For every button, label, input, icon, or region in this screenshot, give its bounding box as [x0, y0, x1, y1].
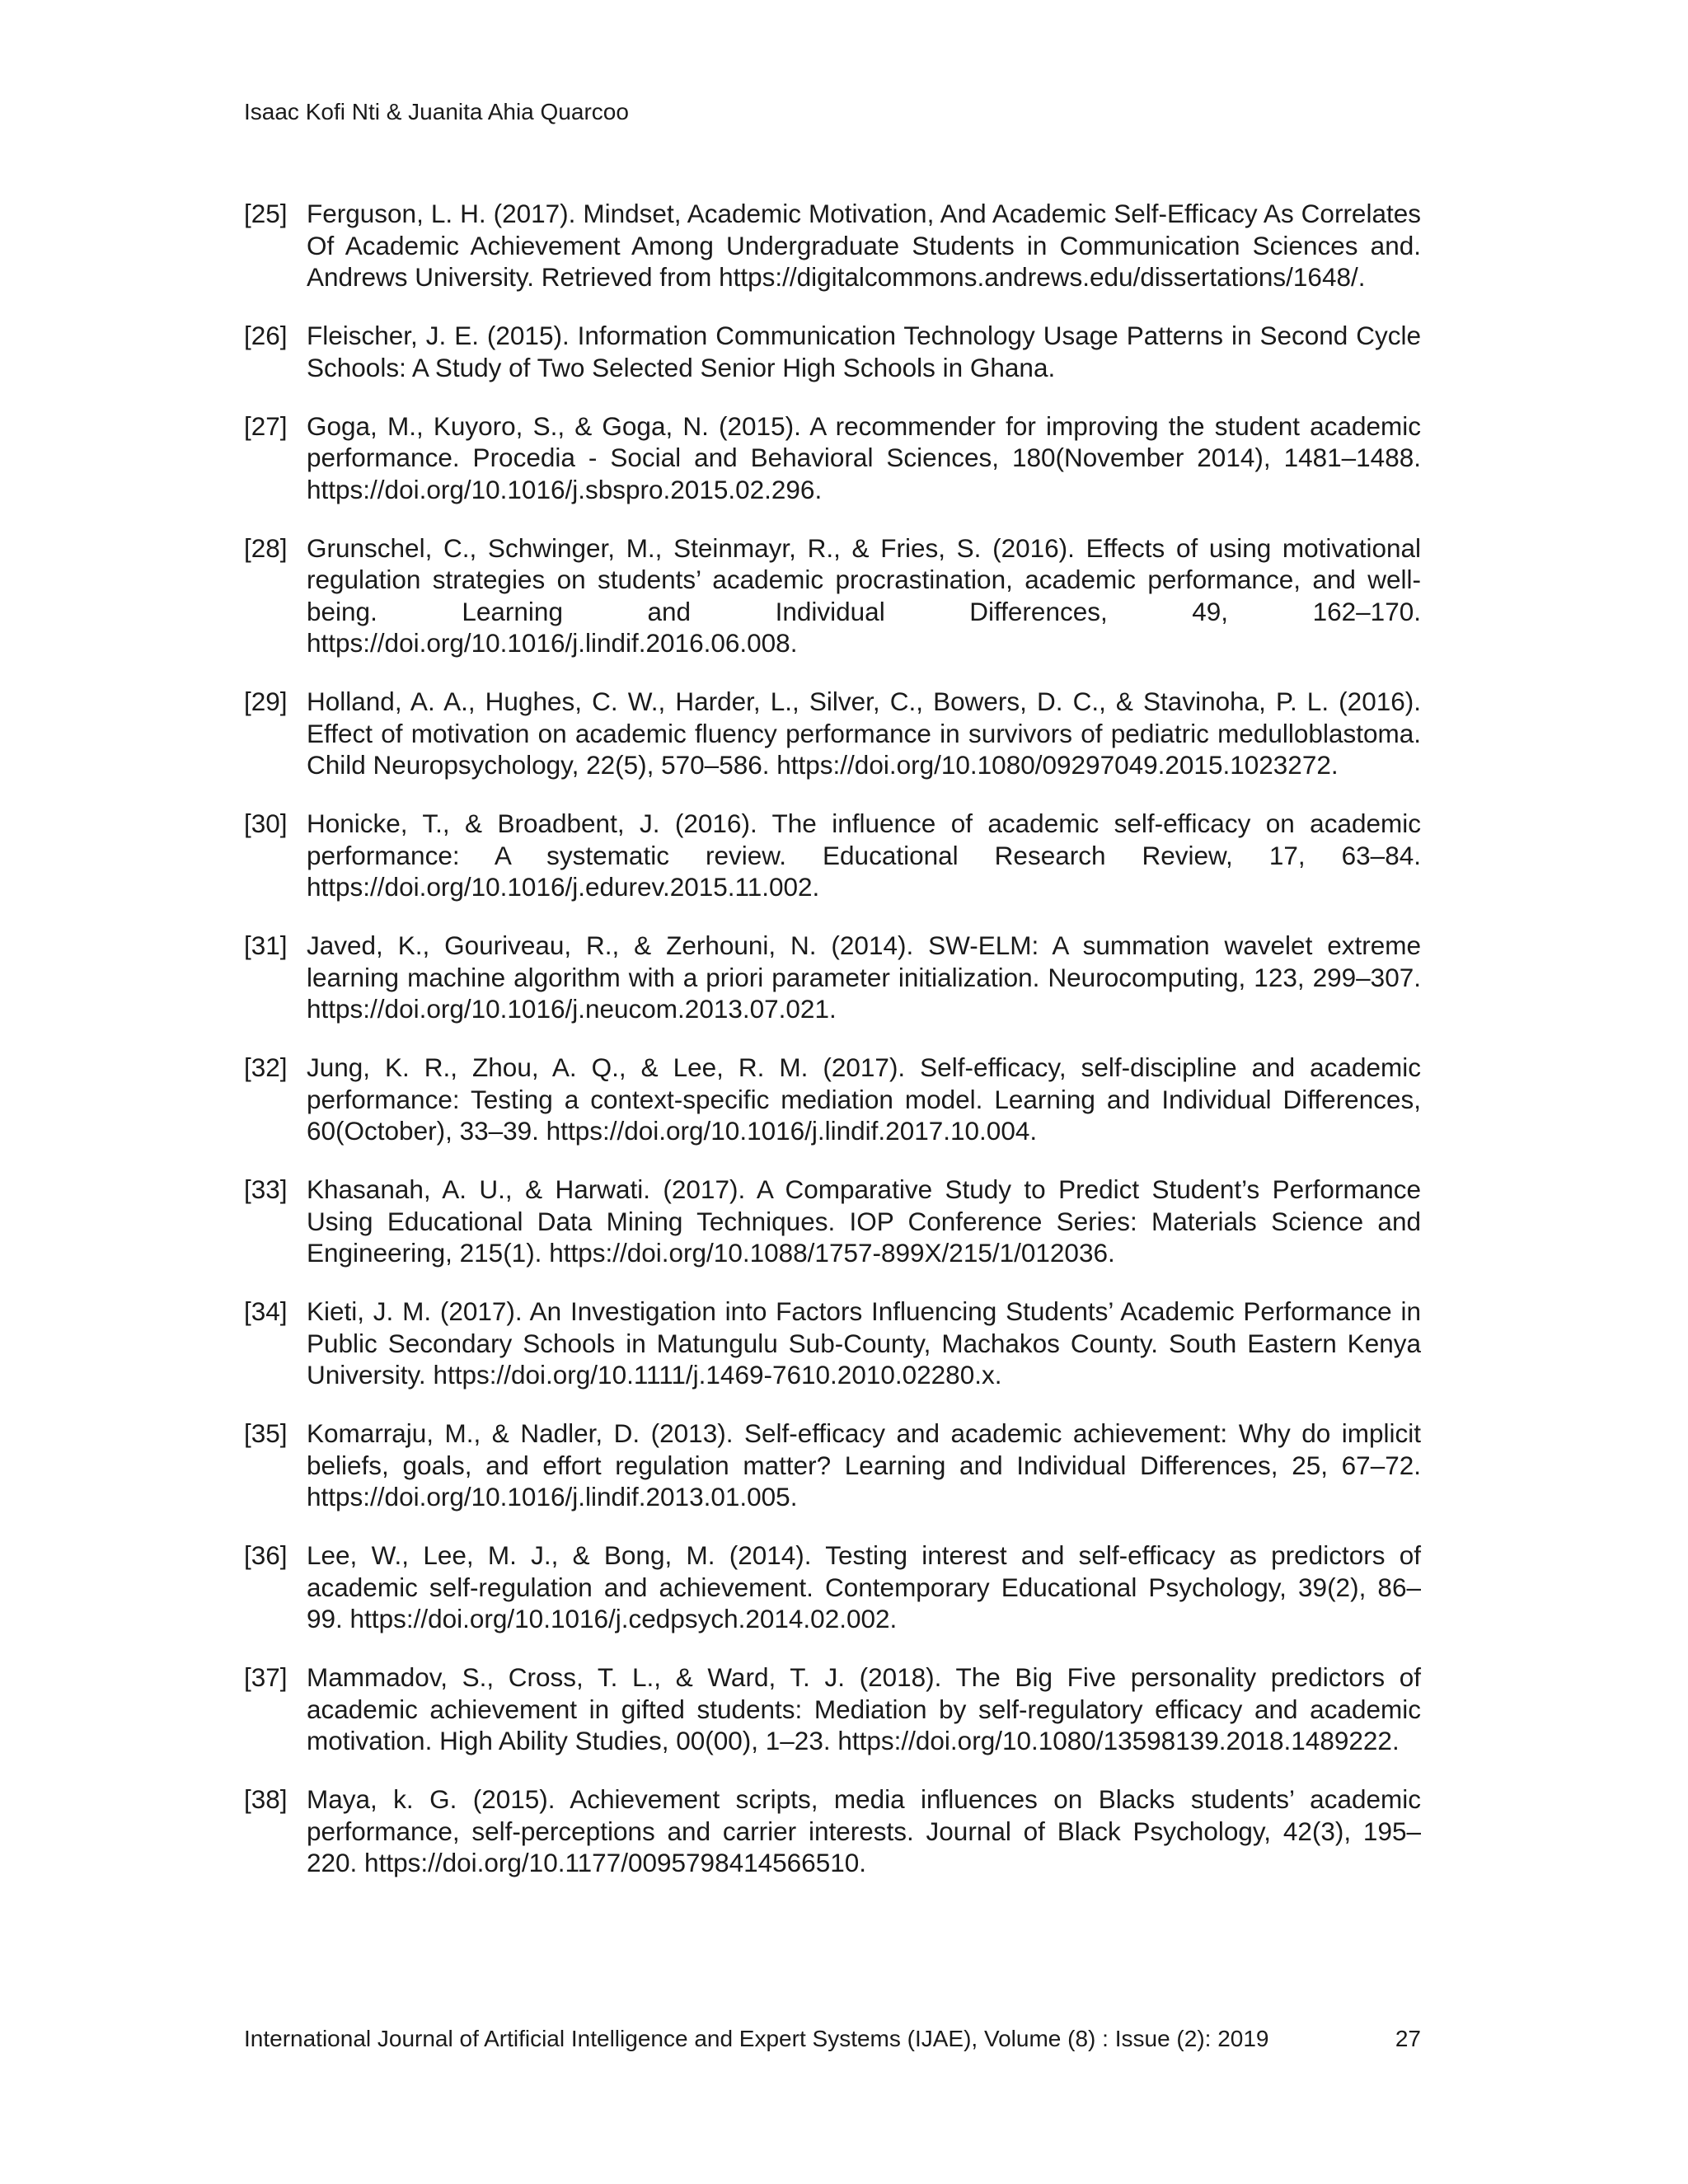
reference-text: Grunschel, C., Schwinger, M., Steinmayr, R., & Fries, S. (2016). Effects of using motivational regulation strategies on students’ academic procrastination, academic performance, and well-being. Learning and Individual Differences, 49, 162–170. https://doi.org/10.1016/j.lindif.2016.06.008. [307, 532, 1421, 658]
reference-text: Holland, A. A., Hughes, C. W., Harder, L., Silver, C., Bowers, D. C., & Stavinoha, P. L. (2016). Effect of motivation on academic fluency performance in survivors of pediatric medulloblastoma. Child Neuropsychology, 22(5), 570–586. https://doi.org/10.1080/09297049.2015.1023272. [307, 687, 1421, 780]
reference-number: [36] [244, 1540, 288, 1570]
reference-text: Jung, K. R., Zhou, A. Q., & Lee, R. M. (2017). Self-efficacy, self-discipline and academic performance: Testing a context-specific mediation model. Learning and Individual Differences, 60(October), 33–39. https://doi.org/10.1016/j.lindif.2017.10.004. [307, 1052, 1421, 1146]
reference-text: Honicke, T., & Broadbent, J. (2016). The influence of academic self-efficacy on academic performance: A systematic review. Educational Research Review, 17, 63–84. https://doi.org/10.1016/j.edurev.2015.11.002. [307, 808, 1421, 902]
reference-item [244, 410, 1421, 506]
running-head-authors: Isaac Kofi Nti & Juanita Ahia Quarcoo [244, 99, 629, 124]
reference-number: [31] [244, 930, 288, 960]
reference-number: [37] [244, 1662, 288, 1692]
reference-item [244, 686, 1421, 781]
reference-item [244, 1052, 1421, 1147]
reference-item [244, 930, 1421, 1025]
reference-text: Komarraju, M., & Nadler, D. (2013). Self-efficacy and academic achievement: Why do implicit beliefs, goals, and effort regulation matter? Learning and Individual Differences, 25, 67–72. https://doi.org/10.1016/j.lindif.2013.01.005. [307, 1418, 1421, 1511]
reference-item [244, 1661, 1421, 1757]
reference-item [244, 198, 1421, 293]
reference-text: Khasanah, A. U., & Harwati. (2017). A Comparative Study to Predict Student’s Performance Using Educational Data Mining Techniques. IOP Conference Series: Materials Science and Engineering, 215(1). https://doi.org/10.1088/1757-899X/215/1/012036. [307, 1174, 1421, 1268]
reference-list [244, 198, 1421, 1905]
reference-item [244, 532, 1421, 659]
reference-number: [35] [244, 1418, 288, 1448]
reference-item [244, 1418, 1421, 1513]
reference-text: Goga, M., Kuyoro, S., & Goga, N. (2015). A recommender for improving the student academic performance. Procedia - Social and Behavioral Sciences, 180(November 2014), 1481–1488. https://doi.org/10.1016/j.sbspro.2015.02.296. [307, 410, 1421, 504]
reference-text: Fleischer, J. E. (2015). Information Communication Technology Usage Patterns in Second Cycle Schools: A Study of Two Selected Senior High Schools in Ghana. [307, 321, 1421, 382]
reference-text: Lee, W., Lee, M. J., & Bong, M. (2014). Testing interest and self-efficacy as predictors of academic self-regulation and achievement. Contemporary Educational Psychology, 39(2), 86–99. https://doi.org/10.1016/j.cedpsych.2014.02.002. [307, 1540, 1421, 1633]
reference-text: Ferguson, L. H. (2017). Mindset, Academic Motivation, And Academic Self-Efficacy As Correlates Of Academic Achievement Among Undergraduate Students in Communication Sciences and. Andrews University. Retrieved from https://digitalcommons.andrews.edu/dissertations/1648/. [307, 199, 1421, 292]
reference-text: Mammadov, S., Cross, T. L., & Ward, T. J. (2018). The Big Five personality predictors of academic achievement in gifted students: Mediation by self-regulatory efficacy and academic motivation. High Ability Studies, 00(00), 1–23. https://doi.org/10.1080/13598139.2018.1489222. [307, 1662, 1421, 1755]
reference-item [244, 1783, 1421, 1879]
reference-text: Javed, K., Gouriveau, R., & Zerhouni, N. (2014). SW-ELM: A summation wavelet extreme learning machine algorithm with a priori parameter initialization. Neurocomputing, 123, 299–307. https://doi.org/10.1016/j.neucom.2013.07.021. [307, 930, 1421, 1024]
page-number: 27 [1395, 2026, 1421, 2051]
reference-number: [28] [244, 532, 288, 563]
reference-number: [30] [244, 808, 288, 838]
reference-number: [34] [244, 1296, 288, 1326]
reference-item [244, 1174, 1421, 1269]
reference-number: [33] [244, 1174, 288, 1204]
reference-number: [32] [244, 1052, 288, 1082]
reference-item [244, 1296, 1421, 1391]
reference-number: [25] [244, 199, 288, 228]
reference-text: Maya, k. G. (2015). Achievement scripts, media influences on Blacks students’ academic performance, self-perceptions and carrier interests. Journal of Black Psychology, 42(3), 195–220. https://doi.org/10.1177/0095798414566510. [307, 1784, 1421, 1877]
reference-number: [29] [244, 687, 288, 716]
reference-item [244, 808, 1421, 903]
footer-journal-citation: International Journal of Artificial Intelligence and Expert Systems (IJAE), Volume (8) : Issue (2): 2019 [244, 2026, 1269, 2051]
reference-item [244, 320, 1421, 383]
reference-number: [27] [244, 410, 288, 441]
reference-item [244, 1540, 1421, 1635]
reference-text: Kieti, J. M. (2017). An Investigation into Factors Influencing Students’ Academic Performance in Public Secondary Schools in Matungulu Sub-County, Machakos County. South Eastern Kenya University. https://doi.org/10.1111/j.1469-7610.2010.02280.x. [307, 1296, 1421, 1390]
reference-number: [26] [244, 321, 288, 350]
reference-number: [38] [244, 1784, 288, 1814]
